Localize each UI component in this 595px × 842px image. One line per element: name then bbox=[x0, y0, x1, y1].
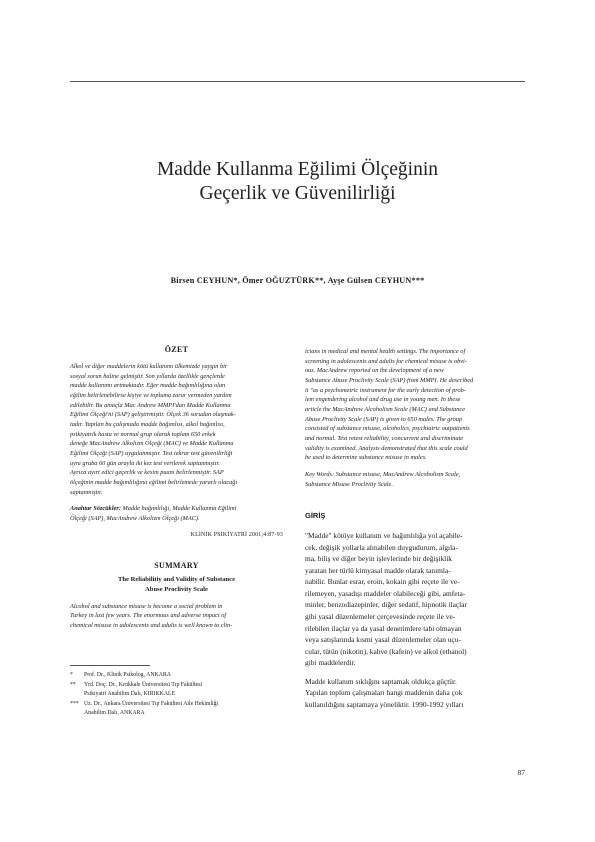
summary-line: ous. MacAndrew reported on the development of a new bbox=[305, 367, 444, 375]
summary-line: Turkey in last few years. The enormous and adverse impact of bbox=[70, 612, 227, 620]
title-line-1: Madde Kullanma Eğilimi Ölçeğinin bbox=[156, 159, 439, 180]
footnote: *** Uz. Dr., Ankara Üniversitesi Tıp Fakültesi Aile Hekimliği Anabilim Dalı, ANKARA bbox=[70, 700, 219, 717]
giris-paragraph-2: Madde kullanım sıklığını saptamak oldukça güçtür. Yapılan toplum çalışmaları hangi maddenin daha çok kullanıldığını saptamaya yöneliktir. 1990-1992 yılları bbox=[305, 676, 464, 709]
ozet-line: madde kullanımı artmaktadır. Eğer madde bağımlılığına olan bbox=[70, 382, 226, 390]
summary-abstract-start bbox=[70, 602, 283, 631]
footnote: ** Yrd. Doç. Dr., Kırıkkale Üniversitesi Tıp Fakültesi Psikiyatri Anabilim Dalı, KIRIKKALE bbox=[70, 681, 203, 698]
right-column bbox=[305, 347, 525, 710]
summary-line: lem engendering alcohol and drug use in young men. In these bbox=[305, 396, 461, 404]
footnote: * Prof. Dr., Klinik Psikolog, ANKARA bbox=[70, 672, 171, 678]
journal-reference: KLİNİK PSİKİYATRİ 2001;4:87-93 bbox=[190, 531, 283, 538]
ozet-keywords bbox=[70, 504, 283, 523]
summary-line: chemical misuse in adolescents and adults is well known to clin- bbox=[70, 621, 233, 629]
summary-line: it "as a psychometric instrument for the early detection of prob- bbox=[305, 386, 466, 394]
summary-abstract-continued bbox=[305, 347, 525, 463]
ozet-line: deneğe MacAndrew Alkolizm Ölçeği (MAC) ve Madde Kullanma bbox=[70, 440, 234, 448]
ozet-line: Alkol ve diğer maddelerin kötü kullanımı ülkemizde yaygın bir bbox=[70, 363, 228, 370]
summary-line: consisted of substance misuse, alcoholics, psychiatric outpatients bbox=[305, 425, 470, 433]
summary-line: Substance Abuse Proclivity Scale (SAP) from MMPI. He described bbox=[305, 376, 474, 384]
footnote-rule bbox=[70, 665, 150, 666]
summary-line: Abuse Proclivity Scale (SAP) is given to 650 males. The group bbox=[305, 415, 463, 423]
ozet-line: ölçeğinin madde bağımlılığına eğilimi belirlemede yararlı olacağı bbox=[70, 478, 238, 486]
summary-heading: SUMMARY bbox=[154, 560, 199, 570]
title-line-2: Geçerlik ve Güvenilirliği bbox=[199, 183, 396, 204]
summary-line: be used to determine substance misuse in males. bbox=[305, 454, 427, 462]
ozet-line: Eğilimi Ölçeği'ni (SAP) geliştirmiştir. Ölçek 36 sorudan oluşmak- bbox=[70, 411, 236, 419]
ozet-line: eğilim belirlenebilirse kişiye ve topluma zarar vermeden yardım bbox=[70, 391, 232, 399]
summary-keywords: Key Words: Substance misuse, MacAndrew Alcoholism Scale, Substance Misuse Proclivity Scale. bbox=[305, 470, 461, 488]
summary-line: and normal. Test retest reliability, concurrent and discriminate bbox=[305, 434, 464, 442]
keywords-text: Madde bağımlılığı, Madde Kullanma Eğilimi bbox=[120, 505, 237, 513]
ozet-line: Eğilimi Ölçeği (SAP) uygulanmıştır. Test tekrar test güvenilirliği bbox=[70, 449, 233, 457]
ozet-line: aynı gruba 60 gün arayla iki kez test verilerek saptanmıştır. bbox=[70, 459, 220, 467]
keywords-label: Anahtar Sözcükler: bbox=[70, 505, 121, 513]
left-column bbox=[70, 345, 283, 630]
summary-line: icians in medical and mental health settings. The importance of bbox=[305, 348, 466, 355]
giris-paragraph-1: "Madde" kötüye kullanım ve bağımlılığa yol açabile- cek, değişik yollarla alınabilen duygudurum, algıla- ma, biliş ve diğer beyin işlevlerinde bir değişiklik yaratan her türlü kimyasal madde olarak tanımla- nabilir. Bunlar esrar, eroin, kokain gibi reçete ile ve- rilemeyen, yasadışı maddeler olabileceği gibi, amfeta- minler, benzodiazepinler, diğer sedatif, hipnotik ilaçlar gibi yasal düzenlemeler çerçevesinde reçete ile ve- rilebilen ilaçlar ya da yasal denetimlere tabi olmayan veya satışlarında kısmi yasal düzenlemeler olan uçu- cular, tütün (nikotin), kahve (kafein) ve alkol (ethanol) gibi maddelerdir. bbox=[305, 531, 467, 668]
giris-heading: GİRİŞ bbox=[305, 511, 326, 521]
summary-line: Alcohol and substance misuse is become a social problem in bbox=[70, 602, 223, 610]
author-list: Birsen CEYHUN*, Ömer OĞUZTÜRK**, Ayşe Gülsen CEYHUN*** bbox=[170, 276, 425, 285]
ozet-line: saptanmıştır. bbox=[70, 488, 103, 496]
ozet-line: tadır. Yapılan bu çalışmada madde bağımlısı, alkol bağımlısı, bbox=[70, 420, 225, 428]
page-number: 87 bbox=[517, 768, 525, 777]
ozet-line: edilebilir. Bu amaçla Mac Andrew MMPI'dan Madde Kullanma bbox=[70, 401, 231, 409]
keywords-text-2: Ölçeği (SAP), MacAndrew Alkolizm Ölçeği (MAC). bbox=[70, 514, 200, 522]
ozet-abstract bbox=[70, 362, 283, 497]
summary-subtitle: The Reliabilitiy and Validity of Substance Abuse Proclivity Scale bbox=[117, 575, 236, 593]
summary-line: validity is examined. Analysis demonstrated that this scale could bbox=[305, 444, 468, 452]
article-title bbox=[70, 158, 525, 206]
footnotes bbox=[70, 671, 283, 719]
header-rule bbox=[70, 81, 525, 82]
summary-line: screening in adolescents and adults for chemical misuse is obvi- bbox=[305, 357, 467, 365]
ozet-line: psikiyatrik hasta ve normal grup olarak toplam 650 erkek bbox=[70, 430, 216, 438]
ozet-heading: ÖZET bbox=[164, 345, 189, 354]
summary-line: article the MacAndrew Alcoholism Scale (MAC) and Substance bbox=[305, 405, 466, 413]
ozet-line: Ayrıca ayırt edici geçerlik ve kesim puanı belirlenmiştir. SAP bbox=[70, 469, 224, 477]
ozet-line: sosyal sorun haline gelmiştir. Son yıllarda özellikle gençlerde bbox=[70, 372, 225, 380]
